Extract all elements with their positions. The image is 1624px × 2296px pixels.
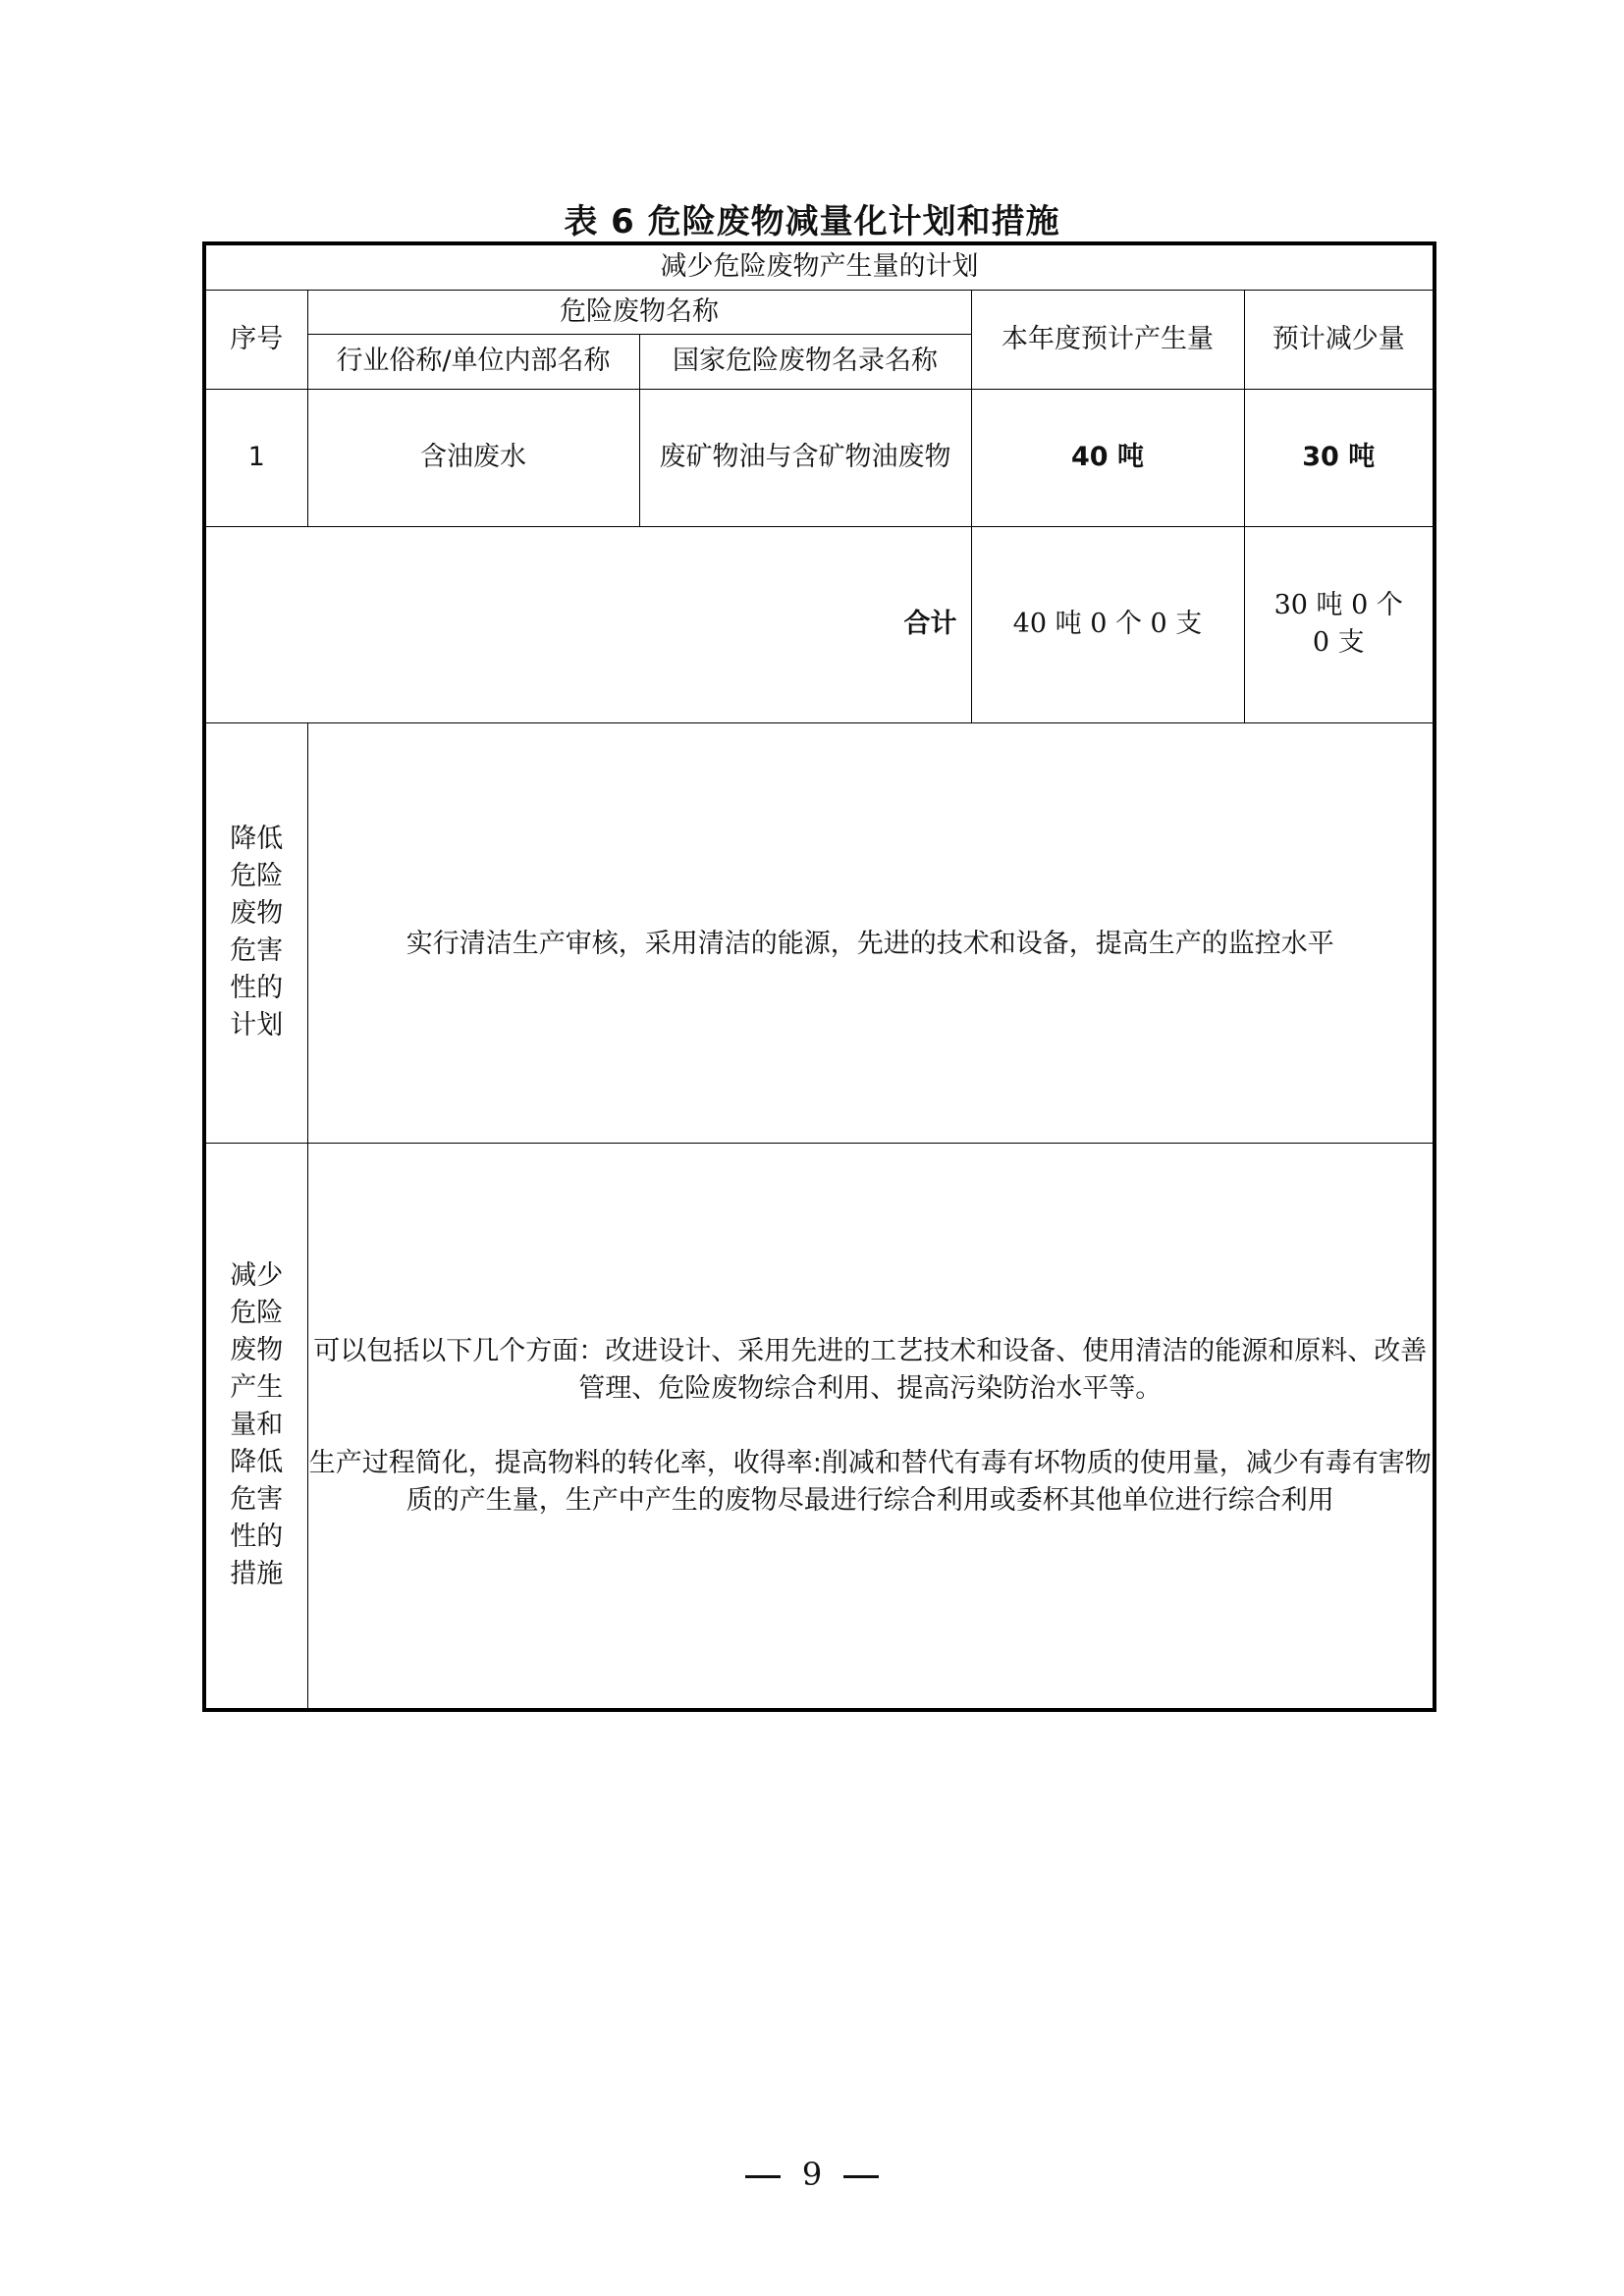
plan-hazard-label-line: 计划	[230, 1010, 284, 1041]
header-waste-name: 危险废物名称	[307, 290, 971, 334]
measures-label-line: 危险	[230, 1298, 284, 1329]
row-seq: 1	[204, 389, 307, 526]
header-seq: 序号	[204, 290, 307, 389]
plan-hazard-label-line: 降低	[230, 824, 284, 854]
footer-dash-left	[745, 2175, 781, 2178]
footer-dash-right	[843, 2175, 879, 2178]
measures-label-line: 性的	[230, 1522, 284, 1553]
plan-hazard-label-line: 危害	[230, 935, 284, 966]
row-planned-reduction: 30 吨	[1244, 389, 1435, 526]
total-planned-reduction: 30 吨 0 个 0 支	[1244, 526, 1435, 722]
total-annual-output: 40 吨 0 个 0 支	[971, 526, 1244, 722]
plan-hazard-label-line: 危险	[230, 861, 284, 891]
measures-paragraph-1: 可以包括以下几个方面：改进设计、采用先进的工艺技术和设备、使用清洁的能源和原料、改善管理、危险废物综合利用、提高污染防治水平等。	[313, 1336, 1428, 1405]
measures-label-line: 废物	[230, 1335, 284, 1366]
measures-label-line: 减少	[230, 1260, 284, 1292]
row-national-name: 废矿物油与含矿物油废物	[639, 389, 971, 526]
plan-hazard-label-line: 性的	[230, 973, 284, 1003]
row-annual-output: 40 吨	[971, 389, 1244, 526]
table-title: 表 6 危险废物减量化计划和措施	[564, 202, 1060, 241]
page-number: 9	[801, 2156, 823, 2193]
header-national-name: 国家危险废物名录名称	[639, 334, 971, 389]
measures-label-line: 量和	[230, 1410, 284, 1441]
plan-hazard-text: 实行清洁生产审核，采用清洁的能源，先进的技术和设备，提高生产的监控水平	[406, 929, 1334, 959]
waste-reduction-table	[202, 241, 1436, 1712]
header-annual-output: 本年度预计产生量	[971, 290, 1244, 389]
plan-hazard-label-line: 废物	[230, 898, 284, 929]
total-label: 合计	[204, 526, 971, 722]
plan-hazard-label	[204, 722, 307, 1143]
measures-text-cell	[307, 1143, 1435, 1710]
header-planned-reduction: 预计减少量	[1244, 290, 1435, 389]
measures-label-line: 措施	[230, 1559, 284, 1590]
total-row	[204, 526, 1435, 722]
measures-label-line: 危害	[230, 1484, 284, 1516]
measures-label-line: 产生	[230, 1372, 284, 1404]
measures-paragraph-2: 生产过程简化，提高物料的转化率，收得率:削减和替代有毒有坏物质的使用量，减少有毒有害物质的产生量，生产中产生的废物尽最进行综合利用或委杯其他单位进行综合利用	[308, 1448, 1432, 1517]
measures-label	[204, 1143, 307, 1710]
plan-hazard-text-cell	[307, 722, 1435, 1143]
header-industry-name: 行业俗称/单位内部名称	[307, 334, 639, 389]
page-footer	[0, 2156, 1624, 2193]
measures-label-line: 降低	[230, 1447, 284, 1478]
section-header: 减少危险废物产生量的计划	[204, 243, 1435, 290]
table-row	[204, 389, 1435, 526]
row-industry-name: 含油废水	[307, 389, 639, 526]
